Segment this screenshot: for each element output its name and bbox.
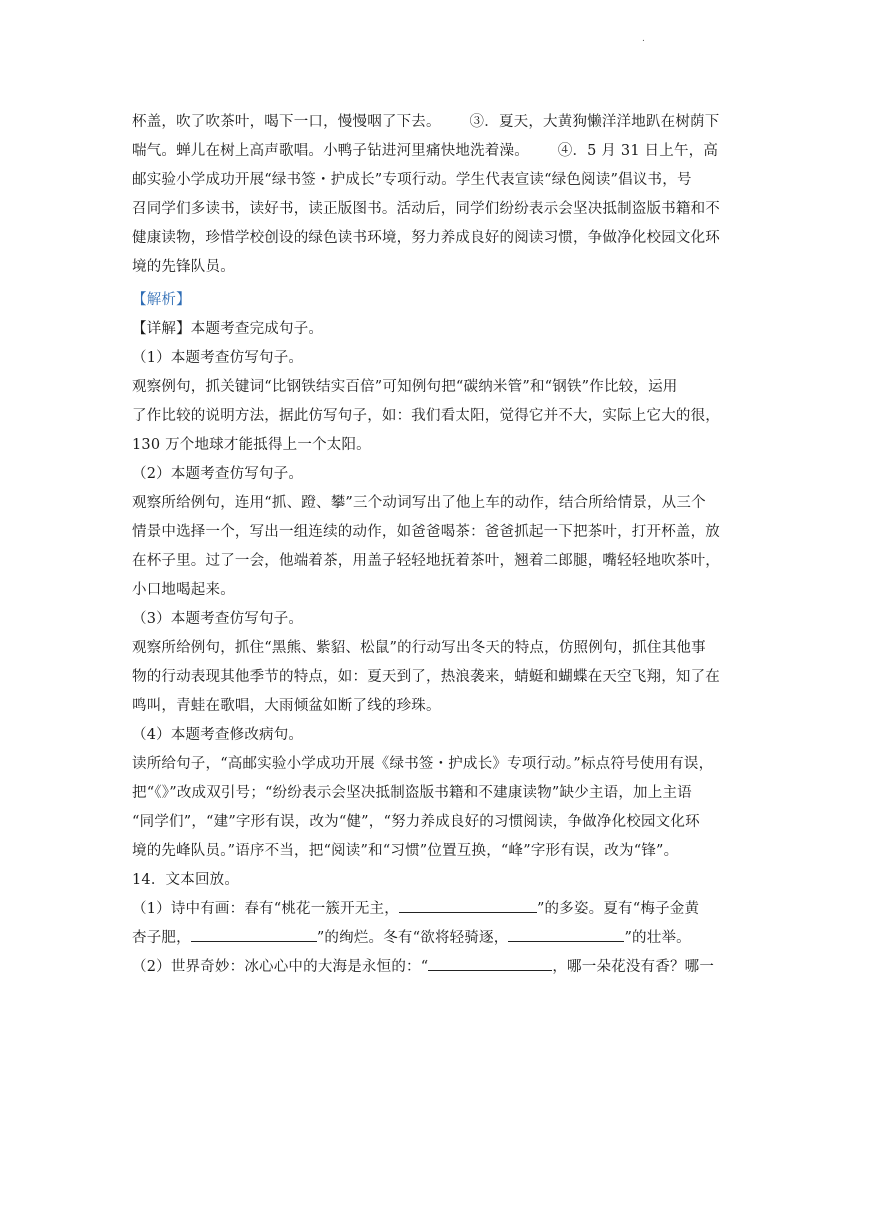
answer-line: 健康读物，珍惜学校创设的绿色读书环境，努力养成良好的阅读习惯，争做净化校园文化环: [132, 230, 720, 246]
page-content: [132, 108, 742, 982]
top-mark: .: [642, 34, 645, 44]
analysis-item-label: （1）本题考查仿写句子。: [132, 350, 304, 366]
analysis-line: 读所给句子，“高邮实验小学成功开展《绿书签・护成长》专项行动。”标点符号使用有误，: [132, 756, 714, 772]
question-text: （2）世界奇妙：冰心心中的大海是永恒的：“: [132, 959, 429, 975]
analysis-line: 观察例句，抓关键词“比钢铁结实百倍”可知例句把“碳纳米管”和“钢铁”作比较，运用: [132, 379, 678, 395]
analysis-item-1: [132, 344, 742, 460]
analysis-item-label: （3）本题考查仿写句子。: [132, 611, 304, 627]
question-title: 14．文本回放。: [132, 872, 240, 888]
analysis-line: 了作比较的说明方法，据此仿写句子，如：我们看太阳，觉得它并不大，实际上它大的很，: [132, 408, 720, 424]
analysis-line: 在杯子里。过了一会，他端着茶，用盖子轻轻地抚着茶叶，翘着二郎腿，嘴轻轻地吹茶叶，: [132, 553, 720, 569]
question-line: [132, 953, 742, 982]
answer-blank[interactable]: [428, 956, 552, 971]
analysis-item-2: [132, 460, 742, 605]
answer-line: 杯盖，吹了吹茶叶，喝下一口，慢慢咽了下去。 ③．夏天，大黄狗懒洋洋地趴在树荫下: [132, 114, 720, 130]
answer-line: 境的先锋队员。: [132, 259, 235, 275]
analysis-line: 观察所给例句，抓住“黑熊、紫貂、松鼠”的行动写出冬天的特点，仿照例句，抓住其他事: [132, 640, 706, 656]
analysis-line: 把“《》”改成双引号；“纷纷表示会坚决抵制盗版书籍和不建康读物”缺少主语，加上主语: [132, 785, 692, 801]
analysis-line: “同学们”，“建”字形有误，改为“健”，“努力养成良好的习惯阅读，争做净化校园文化环: [132, 814, 700, 830]
analysis-line: 鸣叫，青蛙在歌唱，大雨倾盆如断了线的珍珠。: [132, 698, 441, 714]
analysis-line: 130 万个地球才能抵得上一个太阳。: [132, 437, 371, 453]
answer-line: 召同学们多读书，读好书，读正版图书。活动后，同学们纷纷表示会坚决抵制盗版书籍和不: [132, 201, 720, 217]
analysis-line: 观察所给例句，连用“抓、蹬、攀”三个动词写出了他上车的动作，结合所给情景，从三个: [132, 495, 706, 511]
question-text: ”的绚烂。冬有“欲将轻骑逐，: [316, 930, 509, 946]
question-line: [132, 895, 742, 924]
analysis-item-label: （2）本题考查仿写句子。: [132, 466, 304, 482]
question-14: [132, 866, 742, 982]
analysis-line: 物的行动表现其他季节的特点，如：夏天到了，热浪袭来，蜻蜓和蝴蝶在天空飞翔，知了在: [132, 669, 720, 685]
question-text: ，哪一朵花没有香？哪一: [552, 959, 715, 975]
answer-line: 邮实验小学成功开展“绿书签・护成长”专项行动。学生代表宣读“绿色阅读”倡议书，号: [132, 172, 692, 188]
answer-line: 喘气。蝉儿在树上高声歌唱。小鸭子钻进河里痛快地洗着澡。 ④．5 月 31 日上午，高: [132, 143, 719, 159]
answer-block: [132, 108, 742, 282]
analysis-heading: 【解析】: [132, 292, 191, 308]
answer-blank[interactable]: [399, 898, 537, 913]
analysis-line: 情景中选择一个，写出一组连续的动作，如爸爸喝茶：爸爸抓起一下把茶叶，打开杯盖，放: [132, 524, 720, 540]
analysis-item-4: [132, 721, 742, 866]
analysis-detail: 【详解】本题考查完成句子。: [132, 321, 324, 337]
question-text: 杏子肥，: [132, 930, 191, 946]
answer-blank[interactable]: [508, 927, 624, 942]
analysis-item-3: [132, 605, 742, 721]
question-text: （1）诗中有画：春有“桃花一簇开无主，: [132, 901, 399, 917]
analysis-line: 小口地喝起来。: [132, 582, 235, 598]
analysis-item-label: （4）本题考查修改病句。: [132, 727, 304, 743]
answer-blank[interactable]: [191, 927, 317, 942]
question-text: ”的壮举。: [624, 930, 691, 946]
analysis-line: 境的先峰队员。”语序不当，把“阅读”和“习惯”位置互换，“峰”字形有误，改为“锋”。: [132, 843, 679, 859]
question-line: [132, 924, 742, 953]
question-text: ”的多姿。夏有“梅子金黄: [536, 901, 700, 917]
